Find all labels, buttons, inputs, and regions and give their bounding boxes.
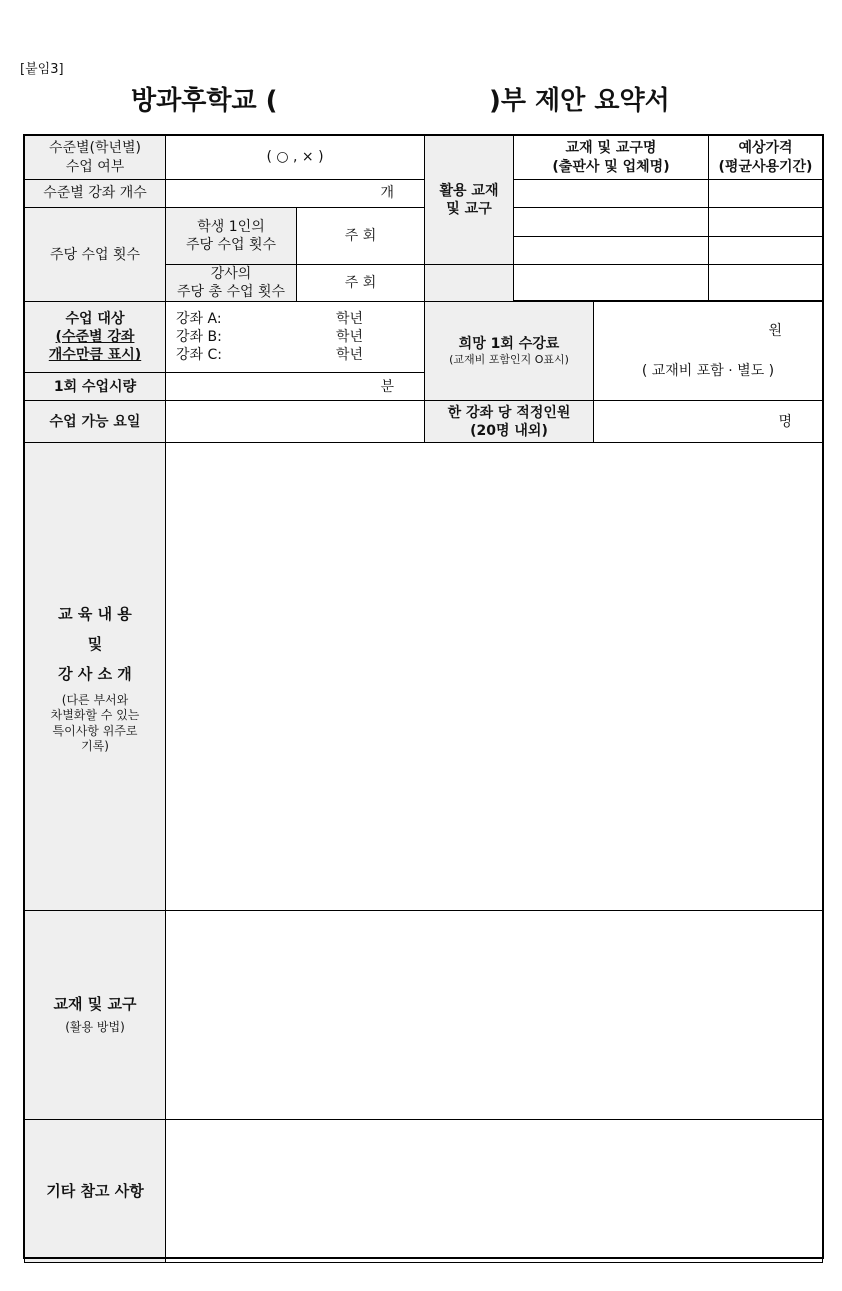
- target-row-c: 강좌 C: 학년: [176, 347, 364, 364]
- materials-usage-field[interactable]: [166, 911, 823, 1120]
- materials-usage-label: 교재 및 교구 (활용 방법): [25, 911, 166, 1120]
- document-title: [0, 80, 842, 120]
- level-by-grade-label: 수준별(학년별) 수업 여부: [25, 136, 166, 180]
- fee-field[interactable]: 원 ( 교재비 포함 · 별도 ): [594, 302, 823, 401]
- per-student-label: 학생 1인의 주당 수업 횟수: [166, 208, 297, 265]
- materials-name-cell-1[interactable]: [514, 180, 709, 208]
- materials-label-filler: [425, 265, 514, 301]
- target-label: 수업 대상 (수준별 강좌 개수만큼 표시): [25, 302, 166, 373]
- class-time-label: 1회 수업시량: [25, 373, 166, 401]
- level-by-grade-field[interactable]: ( ○ , × ): [166, 136, 425, 180]
- capacity-label: 한 강좌 당 적정인원 (20명 내외): [425, 401, 594, 443]
- capacity-field[interactable]: 명: [594, 401, 823, 443]
- materials-name-cell-4[interactable]: [514, 265, 709, 301]
- materials-label: 활용 교재 및 교구: [425, 136, 514, 265]
- available-days-label: 수업 가능 요일: [25, 401, 166, 443]
- materials-name-header: 교재 및 교구명 (출판사 및 업체명): [514, 136, 709, 180]
- fee-label: 희망 1회 수강료 (교재비 포함인지 O표시): [425, 302, 594, 401]
- weekly-classes-label: 주당 수업 횟수: [25, 208, 166, 302]
- target-row-a: 강좌 A: 학년: [176, 311, 364, 328]
- title-left: 방과후학교 (: [131, 86, 278, 116]
- per-instructor-field[interactable]: 주 회: [297, 265, 425, 302]
- level-course-count-field[interactable]: 개: [166, 180, 425, 208]
- other-notes-field[interactable]: [166, 1120, 823, 1263]
- target-row-b: 강좌 B: 학년: [176, 329, 364, 346]
- available-days-field[interactable]: [166, 401, 425, 443]
- per-instructor-label: 강사의 주당 총 수업 횟수: [166, 265, 297, 302]
- title-right: )부 제안 요약서: [489, 86, 670, 116]
- target-field[interactable]: [166, 302, 425, 373]
- other-notes-label: 기타 참고 사항: [25, 1120, 166, 1263]
- class-time-field[interactable]: 분: [166, 373, 425, 401]
- materials-price-cell-2[interactable]: [709, 208, 823, 237]
- materials-name-cell-2[interactable]: [514, 208, 709, 237]
- materials-price-header: 예상가격 (평균사용기간): [709, 136, 823, 180]
- proposal-form: [24, 135, 823, 1263]
- attachment-label: [붙임3]: [20, 62, 64, 77]
- content-label: 교 육 내 용 및 강 사 소 개 (다른 부서와 차별화할 수 있는 특이사항 위주로 기록): [25, 443, 166, 911]
- level-course-count-label: 수준별 강좌 개수: [25, 180, 166, 208]
- content-field[interactable]: [166, 443, 823, 911]
- per-student-field[interactable]: 주 회: [297, 208, 425, 265]
- materials-name-cell-3[interactable]: [514, 237, 709, 265]
- materials-price-cell-4[interactable]: [709, 265, 823, 301]
- materials-price-cell-3[interactable]: [709, 237, 823, 265]
- materials-price-cell-1[interactable]: [709, 180, 823, 208]
